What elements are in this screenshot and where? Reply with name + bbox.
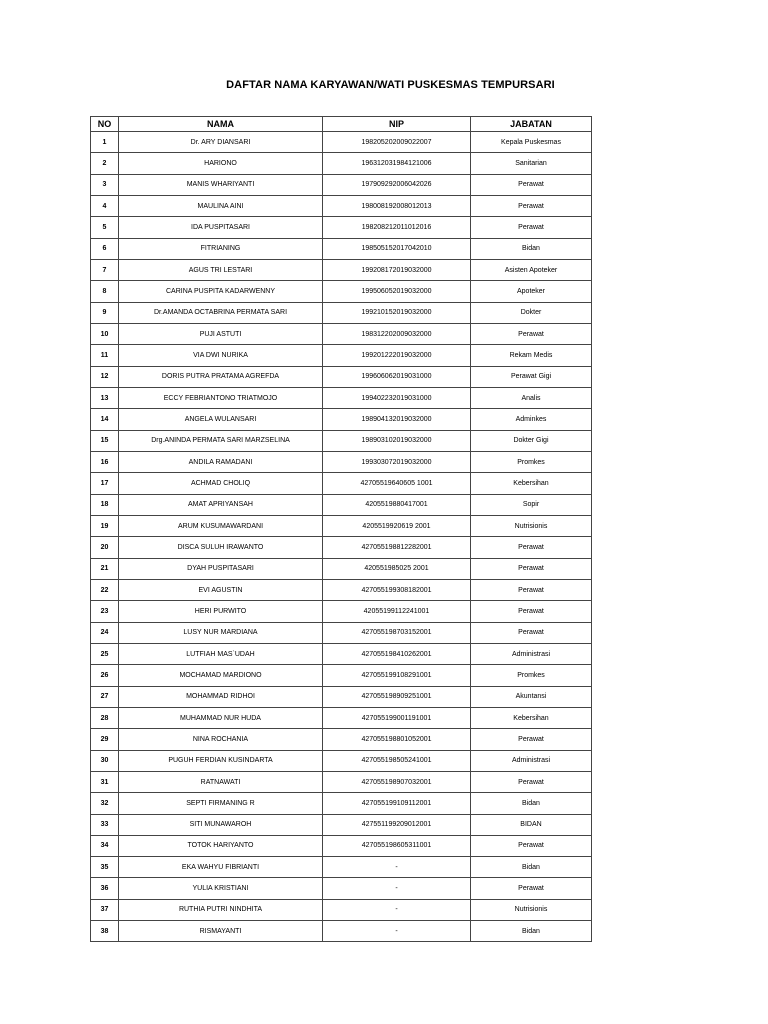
cell-nama: EVI AGUSTIN xyxy=(119,579,323,600)
cell-nip: 427055198505241001 xyxy=(323,750,471,771)
cell-jabatan: Analis xyxy=(471,387,592,408)
cell-nip: 199303072019032000 xyxy=(323,451,471,472)
cell-nip: 427055199109112001 xyxy=(323,793,471,814)
cell-nip: 198312202009032000 xyxy=(323,323,471,344)
cell-nama: DISCA SULUH IRAWANTO xyxy=(119,537,323,558)
cell-nama: SEPTI FIRMANING R xyxy=(119,793,323,814)
cell-jabatan: Administrasi xyxy=(471,643,592,664)
table-row xyxy=(91,814,592,835)
cell-nama: ECCY FEBRIANTONO TRIATMOJO xyxy=(119,387,323,408)
cell-jabatan: Dokter Gigi xyxy=(471,430,592,451)
cell-nama: MOHAMMAD RIDHOI xyxy=(119,686,323,707)
cell-no: 19 xyxy=(91,515,119,536)
staff-table xyxy=(90,116,592,942)
header-nama: NAMA xyxy=(119,117,323,132)
cell-nip: 427551199209012001 xyxy=(323,814,471,835)
table-row xyxy=(91,259,592,280)
cell-no: 27 xyxy=(91,686,119,707)
table-row xyxy=(91,537,592,558)
cell-no: 29 xyxy=(91,729,119,750)
cell-jabatan: Kepala Puskesmas xyxy=(471,132,592,153)
cell-nama: ARUM KUSUMAWARDANI xyxy=(119,515,323,536)
cell-no: 23 xyxy=(91,601,119,622)
cell-nama: NINA ROCHANIA xyxy=(119,729,323,750)
cell-nip: 427055198801052001 xyxy=(323,729,471,750)
cell-nip: - xyxy=(323,899,471,920)
table-row xyxy=(91,558,592,579)
cell-jabatan: Perawat xyxy=(471,601,592,622)
cell-nama: EKA WAHYU FIBRIANTI xyxy=(119,857,323,878)
cell-nip: 420551985025 2001 xyxy=(323,558,471,579)
document-title: DAFTAR NAMA KARYAWAN/WATI PUSKESMAS TEMPURSARI xyxy=(226,79,555,91)
cell-jabatan: Dokter xyxy=(471,302,592,323)
cell-nip: 198505152017042010 xyxy=(323,238,471,259)
cell-nama: AGUS TRI LESTARI xyxy=(119,259,323,280)
cell-nama: Dr.AMANDA OCTABRINA PERMATA SARI xyxy=(119,302,323,323)
cell-nip: - xyxy=(323,857,471,878)
cell-nama: VIA DWI NURIKA xyxy=(119,345,323,366)
cell-jabatan: Bidan xyxy=(471,857,592,878)
table-row xyxy=(91,515,592,536)
cell-nip: 427055199108291001 xyxy=(323,665,471,686)
cell-nama: FITRIANING xyxy=(119,238,323,259)
table-row xyxy=(91,857,592,878)
cell-no: 35 xyxy=(91,857,119,878)
cell-nama: DORIS PUTRA PRATAMA AGREFDA xyxy=(119,366,323,387)
table-row xyxy=(91,707,592,728)
cell-nama: SITI MUNAWAROH xyxy=(119,814,323,835)
cell-jabatan: Sanitarian xyxy=(471,153,592,174)
cell-nip: 199506052019032000 xyxy=(323,281,471,302)
table-row xyxy=(91,430,592,451)
cell-nama: Dr. ARY DIANSARI xyxy=(119,132,323,153)
cell-nip: 197909292006042026 xyxy=(323,174,471,195)
cell-jabatan: Akuntansi xyxy=(471,686,592,707)
table-row xyxy=(91,686,592,707)
cell-nama: CARINA PUSPITA KADARWENNY xyxy=(119,281,323,302)
cell-nip: 199606062019031000 xyxy=(323,366,471,387)
cell-jabatan: Promkes xyxy=(471,665,592,686)
cell-jabatan: Bidan xyxy=(471,921,592,942)
table-row xyxy=(91,793,592,814)
cell-nip: 198008192008012013 xyxy=(323,195,471,216)
cell-no: 9 xyxy=(91,302,119,323)
cell-no: 12 xyxy=(91,366,119,387)
cell-nama: IDA PUSPITASARI xyxy=(119,217,323,238)
cell-jabatan: Bidan xyxy=(471,793,592,814)
cell-nip: 198205202009022007 xyxy=(323,132,471,153)
cell-no: 15 xyxy=(91,430,119,451)
table-row xyxy=(91,771,592,792)
table-row xyxy=(91,729,592,750)
cell-jabatan: Kebersihan xyxy=(471,473,592,494)
cell-nip: 42055199112241001 xyxy=(323,601,471,622)
cell-jabatan: Perawat xyxy=(471,558,592,579)
table-row xyxy=(91,899,592,920)
table-row xyxy=(91,473,592,494)
cell-jabatan: Perawat xyxy=(471,217,592,238)
cell-jabatan: Nutrisionis xyxy=(471,899,592,920)
cell-jabatan: Perawat xyxy=(471,835,592,856)
cell-nama: LUTFIAH MAS`UDAH xyxy=(119,643,323,664)
table-row xyxy=(91,921,592,942)
cell-jabatan: Perawat xyxy=(471,323,592,344)
cell-no: 31 xyxy=(91,771,119,792)
table-row xyxy=(91,281,592,302)
cell-nip: - xyxy=(323,921,471,942)
cell-jabatan: Nutrisionis xyxy=(471,515,592,536)
cell-nip: 199210152019032000 xyxy=(323,302,471,323)
cell-jabatan: Perawat xyxy=(471,195,592,216)
cell-nip: 198904132019032000 xyxy=(323,409,471,430)
cell-jabatan: Perawat xyxy=(471,537,592,558)
cell-nip: 199201222019032000 xyxy=(323,345,471,366)
cell-nama: YULIA KRISTIANI xyxy=(119,878,323,899)
cell-no: 7 xyxy=(91,259,119,280)
cell-no: 34 xyxy=(91,835,119,856)
table-row xyxy=(91,387,592,408)
cell-jabatan: Promkes xyxy=(471,451,592,472)
cell-nip: 199208172019032000 xyxy=(323,259,471,280)
cell-jabatan: Perawat xyxy=(471,878,592,899)
cell-nama: Drg.ANINDA PERMATA SARI MARZSELINA xyxy=(119,430,323,451)
cell-jabatan: Perawat xyxy=(471,579,592,600)
cell-no: 36 xyxy=(91,878,119,899)
cell-no: 33 xyxy=(91,814,119,835)
cell-jabatan: Perawat xyxy=(471,729,592,750)
cell-jabatan: Adminkes xyxy=(471,409,592,430)
cell-no: 37 xyxy=(91,899,119,920)
cell-jabatan: Kebersihan xyxy=(471,707,592,728)
cell-no: 21 xyxy=(91,558,119,579)
cell-no: 16 xyxy=(91,451,119,472)
table-row xyxy=(91,174,592,195)
header-jabatan: JABATAN xyxy=(471,117,592,132)
cell-no: 38 xyxy=(91,921,119,942)
cell-jabatan: Bidan xyxy=(471,238,592,259)
table-row xyxy=(91,579,592,600)
cell-nama: HERI PURWITO xyxy=(119,601,323,622)
cell-nama: PUJI ASTUTI xyxy=(119,323,323,344)
table-row xyxy=(91,494,592,515)
cell-jabatan: Perawat xyxy=(471,622,592,643)
cell-nama: MANIS WHARIYANTI xyxy=(119,174,323,195)
cell-no: 1 xyxy=(91,132,119,153)
cell-no: 22 xyxy=(91,579,119,600)
cell-nama: ACHMAD CHOLIQ xyxy=(119,473,323,494)
cell-nama: PUGUH FERDIAN KUSINDARTA xyxy=(119,750,323,771)
table-row xyxy=(91,323,592,344)
cell-nip: 427055199308182001 xyxy=(323,579,471,600)
cell-nip: 42705519640605 1001 xyxy=(323,473,471,494)
cell-nip: 427055198605311001 xyxy=(323,835,471,856)
cell-nip: 427055198907032001 xyxy=(323,771,471,792)
cell-no: 10 xyxy=(91,323,119,344)
cell-no: 11 xyxy=(91,345,119,366)
table-row xyxy=(91,345,592,366)
cell-nama: ANGELA WULANSARI xyxy=(119,409,323,430)
table-row xyxy=(91,601,592,622)
table-row xyxy=(91,153,592,174)
cell-no: 14 xyxy=(91,409,119,430)
table-row xyxy=(91,366,592,387)
cell-nama: ANDILA RAMADANI xyxy=(119,451,323,472)
header-nip: NIP xyxy=(323,117,471,132)
cell-no: 32 xyxy=(91,793,119,814)
cell-nip: 196312031984121006 xyxy=(323,153,471,174)
header-no: NO xyxy=(91,117,119,132)
cell-nama: MOCHAMAD MARDIONO xyxy=(119,665,323,686)
cell-nama: RATNAWATI xyxy=(119,771,323,792)
table-row xyxy=(91,665,592,686)
cell-jabatan: Administrasi xyxy=(471,750,592,771)
cell-nip: - xyxy=(323,878,471,899)
cell-nip: 427055199001191001 xyxy=(323,707,471,728)
cell-no: 5 xyxy=(91,217,119,238)
cell-no: 18 xyxy=(91,494,119,515)
cell-nip: 4205519880417001 xyxy=(323,494,471,515)
table-row xyxy=(91,750,592,771)
cell-nama: RISMAYANTI xyxy=(119,921,323,942)
cell-no: 6 xyxy=(91,238,119,259)
table-row xyxy=(91,835,592,856)
cell-no: 25 xyxy=(91,643,119,664)
cell-nip: 427055198703152001 xyxy=(323,622,471,643)
cell-no: 13 xyxy=(91,387,119,408)
cell-jabatan: Perawat Gigi xyxy=(471,366,592,387)
cell-nip: 199402232019031000 xyxy=(323,387,471,408)
table-row xyxy=(91,643,592,664)
table-row xyxy=(91,217,592,238)
cell-nip: 4205519920619 2001 xyxy=(323,515,471,536)
cell-jabatan: Apoteker xyxy=(471,281,592,302)
cell-no: 3 xyxy=(91,174,119,195)
cell-nama: LUSY NUR MARDIANA xyxy=(119,622,323,643)
cell-no: 4 xyxy=(91,195,119,216)
cell-nip: 427055198812282001 xyxy=(323,537,471,558)
cell-nama: RUTHIA PUTRI NINDHITA xyxy=(119,899,323,920)
cell-no: 26 xyxy=(91,665,119,686)
table-row xyxy=(91,409,592,430)
cell-nip: 198208212011012016 xyxy=(323,217,471,238)
cell-no: 8 xyxy=(91,281,119,302)
table-row xyxy=(91,451,592,472)
cell-nip: 427055198410262001 xyxy=(323,643,471,664)
cell-nama: MAULINA AINI xyxy=(119,195,323,216)
cell-jabatan: Asisten Apoteker xyxy=(471,259,592,280)
cell-no: 24 xyxy=(91,622,119,643)
table-row xyxy=(91,195,592,216)
table-row xyxy=(91,302,592,323)
cell-nama: HARIONO xyxy=(119,153,323,174)
cell-no: 20 xyxy=(91,537,119,558)
cell-jabatan: Rekam Medis xyxy=(471,345,592,366)
table-header-row xyxy=(91,117,592,132)
table-row xyxy=(91,238,592,259)
table-row xyxy=(91,622,592,643)
cell-nama: DYAH PUSPITASARI xyxy=(119,558,323,579)
cell-nip: 427055198909251001 xyxy=(323,686,471,707)
cell-no: 17 xyxy=(91,473,119,494)
table-row xyxy=(91,878,592,899)
cell-nama: AMAT APRIYANSAH xyxy=(119,494,323,515)
cell-nip: 198903102019032000 xyxy=(323,430,471,451)
cell-nama: MUHAMMAD NUR HUDA xyxy=(119,707,323,728)
cell-no: 2 xyxy=(91,153,119,174)
cell-no: 28 xyxy=(91,707,119,728)
cell-jabatan: Sopir xyxy=(471,494,592,515)
cell-jabatan: BIDAN xyxy=(471,814,592,835)
cell-nama: TOTOK HARIYANTO xyxy=(119,835,323,856)
cell-jabatan: Perawat xyxy=(471,771,592,792)
table-row xyxy=(91,132,592,153)
cell-jabatan: Perawat xyxy=(471,174,592,195)
cell-no: 30 xyxy=(91,750,119,771)
